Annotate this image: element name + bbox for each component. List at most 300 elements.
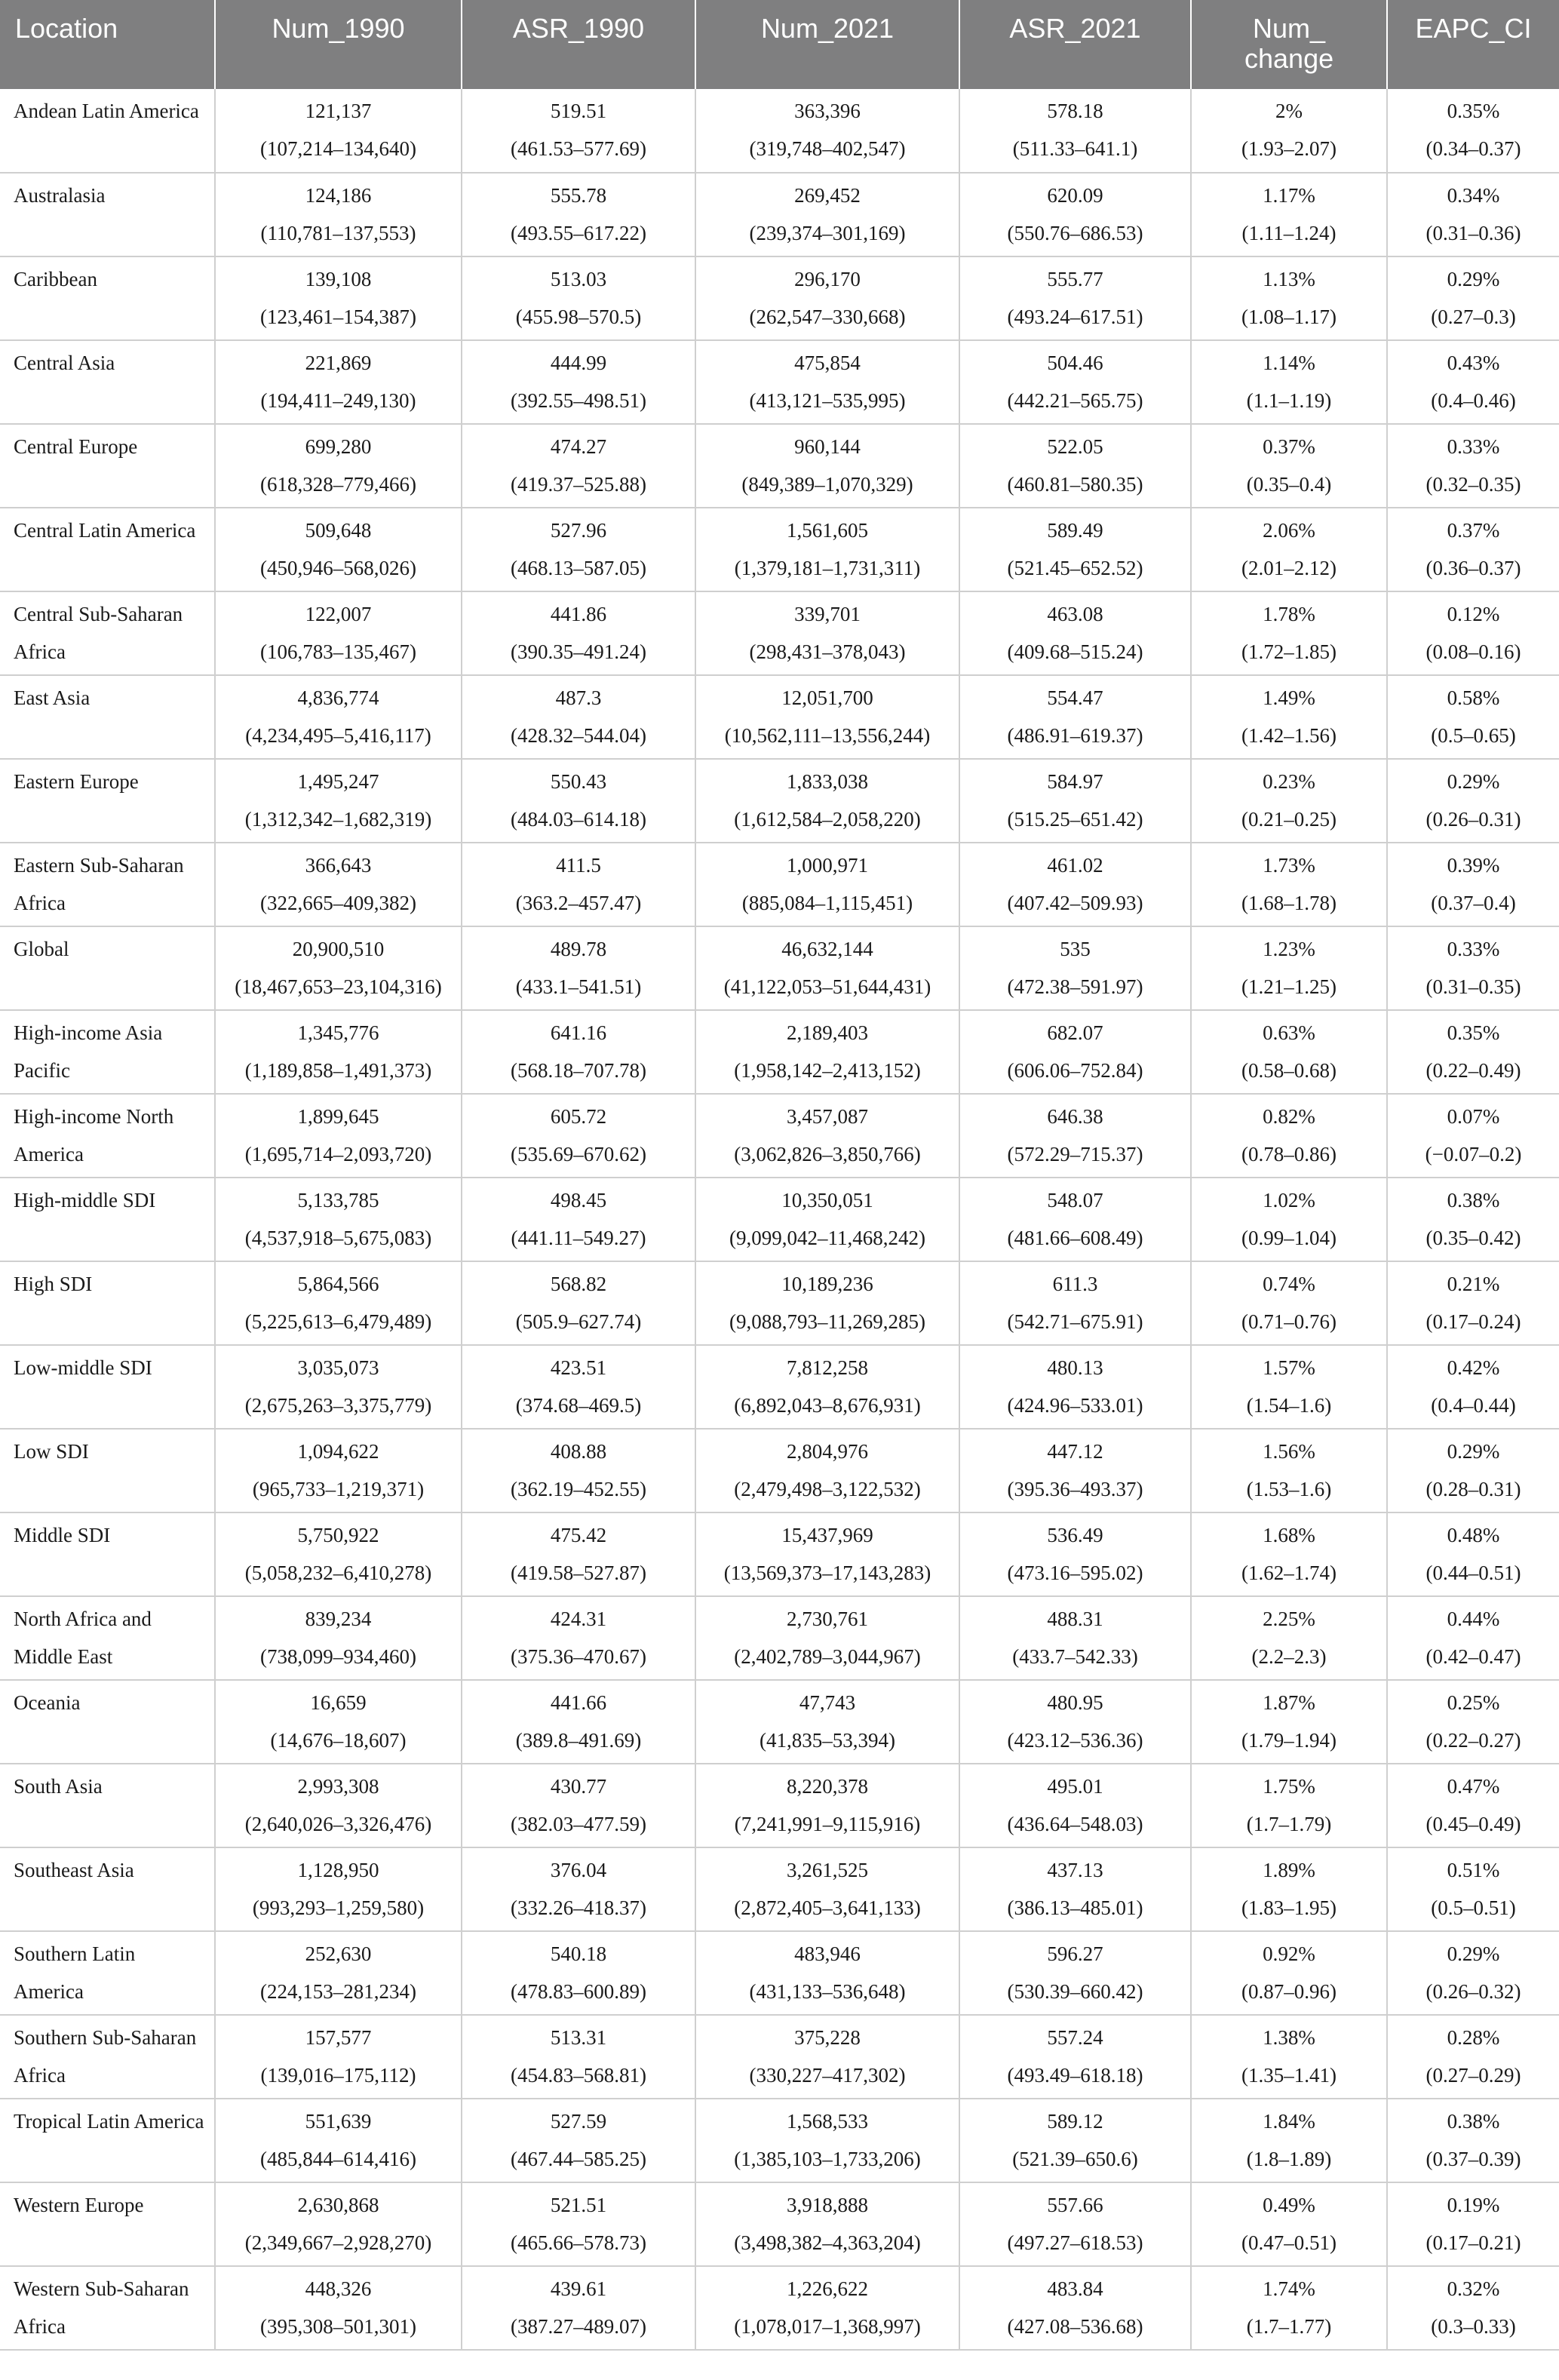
cell-eapc [1387,508,1559,591]
eapc-ci: (0.3–0.33) [1431,2315,1516,2338]
cell-eapc [1387,843,1559,926]
cell-num-1990 [215,675,462,759]
eapc-ci: (0.26–0.31) [1426,808,1521,831]
cell-num-2021 [695,2099,959,2182]
cell-asr-1990 [462,256,695,340]
cell-num-2021 [695,1512,959,1596]
cell-location [0,591,215,675]
asr-2021-value: 555.77 [1047,268,1103,290]
eapc-value: 0.29% [1447,770,1500,793]
cell-asr-2021 [959,424,1191,508]
num-1990-ci: (18,467,653–23,104,316) [235,975,442,998]
cell-num-1990 [215,1261,462,1345]
eapc-value: 0.28% [1447,2026,1500,2049]
cell-eapc [1387,1429,1559,1512]
cell-num-change [1191,340,1387,424]
asr-2021-value: 495.01 [1047,1775,1103,1798]
table-body [0,89,1559,2350]
eapc-value: 0.29% [1447,1440,1500,1463]
table-row [0,1094,1559,1178]
eapc-value: 0.44% [1447,1608,1500,1630]
asr-2021-ci: (497.27–618.53) [1007,2231,1143,2254]
eapc-ci: (0.22–0.49) [1426,1059,1521,1082]
cell-num-1990 [215,340,462,424]
eapc-ci: (0.35–0.42) [1426,1227,1521,1249]
asr-1990-ci: (461.53–577.69) [511,137,646,160]
cell-asr-2021 [959,1512,1191,1596]
eapc-ci: (0.45–0.49) [1426,1813,1521,1835]
asr-1990-value: 424.31 [550,1608,607,1630]
table-row [0,926,1559,1010]
num-2021-value: 1,833,038 [787,770,868,793]
asr-2021-ci: (521.45–652.52) [1007,557,1143,579]
eapc-value: 0.51% [1447,1859,1500,1881]
cell-asr-1990 [462,926,695,1010]
num-change-value: 1.73% [1263,854,1315,877]
table-row [0,1596,1559,1680]
cell-asr-2021 [959,1094,1191,1178]
asr-1990-value: 444.99 [550,352,607,374]
cell-num-1990 [215,1931,462,2015]
cell-eapc [1387,1680,1559,1764]
cell-eapc [1387,675,1559,759]
num-2021-ci: (330,227–417,302) [749,2064,906,2087]
location-label: High SDI [14,1273,93,1295]
num-1990-value: 121,137 [305,100,372,122]
num-2021-ci: (262,547–330,668) [749,306,906,328]
eapc-value: 0.25% [1447,1691,1500,1714]
cell-num-2021 [695,591,959,675]
asr-2021-ci: (493.49–618.18) [1007,2064,1143,2087]
num-change-ci: (1.42–1.56) [1241,724,1337,747]
num-change-value: 1.87% [1263,1691,1315,1714]
asr-1990-ci: (382.03–477.59) [511,1813,646,1835]
num-change-ci: (1.21–1.25) [1241,975,1337,998]
eapc-ci: (0.37–0.4) [1431,892,1516,914]
cell-num-2021 [695,1680,959,1764]
eapc-ci: (−0.07–0.2) [1425,1143,1522,1165]
cell-num-change [1191,2015,1387,2099]
cell-num-2021 [695,1847,959,1931]
num-2021-ci: (1,958,142–2,413,152) [734,1059,921,1082]
num-1990-value: 16,659 [310,1691,367,1714]
num-2021-ci: (9,088,793–11,269,285) [729,1310,925,1333]
cell-eapc [1387,340,1559,424]
cell-location [0,89,215,173]
num-2021-ci: (319,748–402,547) [749,137,906,160]
asr-1990-ci: (484.03–614.18) [511,808,646,831]
asr-1990-value: 489.78 [550,938,607,960]
cell-asr-1990 [462,1596,695,1680]
num-2021-value: 8,220,378 [787,1775,868,1798]
cell-num-1990 [215,843,462,926]
asr-2021-ci: (460.81–580.35) [1007,473,1143,496]
cell-eapc [1387,256,1559,340]
num-change-value: 2.25% [1263,1608,1315,1630]
asr-1990-value: 441.86 [550,603,607,625]
cell-asr-2021 [959,2182,1191,2266]
cell-location [0,843,215,926]
eapc-ci: (0.5–0.65) [1431,724,1516,747]
num-change-ci: (0.87–0.96) [1241,1980,1337,2003]
num-1990-ci: (5,058,232–6,410,278) [244,1562,432,1584]
num-2021-ci: (298,431–378,043) [749,640,906,663]
table-row [0,1847,1559,1931]
num-change-value: 1.38% [1263,2026,1315,2049]
num-change-value: 2% [1275,100,1303,122]
asr-2021-ci: (515.25–651.42) [1007,808,1143,831]
asr-1990-ci: (419.58–527.87) [511,1562,646,1584]
num-1990-value: 1,495,247 [297,770,379,793]
asr-2021-ci: (572.29–715.37) [1007,1143,1143,1165]
asr-1990-ci: (392.55–498.51) [511,389,646,412]
cell-num-1990 [215,1345,462,1429]
asr-1990-ci: (505.9–627.74) [515,1310,642,1333]
num-1990-value: 20,900,510 [292,938,385,960]
cell-asr-1990 [462,1010,695,1094]
num-2021-value: 269,452 [794,184,861,207]
num-change-value: 0.37% [1263,435,1315,458]
cell-num-1990 [215,1596,462,1680]
asr-2021-value: 578.18 [1047,100,1103,122]
cell-location [0,173,215,256]
num-1990-ci: (224,153–281,234) [260,1980,416,2003]
cell-num-change [1191,173,1387,256]
num-1990-ci: (1,312,342–1,682,319) [244,808,432,831]
table-row [0,508,1559,591]
cell-location [0,1345,215,1429]
asr-2021-ci: (542.71–675.91) [1007,1310,1143,1333]
cell-num-change [1191,1010,1387,1094]
cell-eapc [1387,424,1559,508]
cell-asr-1990 [462,1178,695,1261]
num-2021-value: 3,918,888 [787,2194,868,2216]
asr-2021-value: 536.49 [1047,1524,1103,1546]
cell-asr-2021 [959,89,1191,173]
column-header-num-2021: Num_2021 [695,0,959,89]
cell-asr-1990 [462,1345,695,1429]
num-change-value: 1.68% [1263,1524,1315,1546]
num-change-value: 1.75% [1263,1775,1315,1798]
cell-asr-2021 [959,1847,1191,1931]
num-2021-value: 475,854 [794,352,861,374]
num-2021-ci: (7,241,991–9,115,916) [734,1813,921,1835]
table-row [0,2099,1559,2182]
num-2021-ci: (2,479,498–3,122,532) [734,1478,921,1500]
cell-num-1990 [215,759,462,843]
cell-asr-2021 [959,843,1191,926]
cell-num-1990 [215,2182,462,2266]
num-1990-ci: (322,665–409,382) [260,892,416,914]
eapc-ci: (0.32–0.35) [1426,473,1521,496]
num-1990-value: 1,899,645 [297,1105,379,1128]
asr-2021-value: 463.08 [1047,603,1103,625]
num-1990-ci: (965,733–1,219,371) [252,1478,425,1500]
cell-asr-1990 [462,2015,695,2099]
asr-2021-ci: (427.08–536.68) [1007,2315,1143,2338]
num-change-value: 1.84% [1263,2110,1315,2133]
cell-asr-2021 [959,1178,1191,1261]
num-change-value: 0.63% [1263,1021,1315,1044]
num-2021-ci: (849,389–1,070,329) [741,473,913,496]
num-change-ci: (0.35–0.4) [1246,473,1332,496]
cell-location [0,1010,215,1094]
num-1990-value: 839,234 [305,1608,372,1630]
eapc-value: 0.07% [1447,1105,1500,1128]
num-2021-value: 3,457,087 [787,1105,868,1128]
cell-num-1990 [215,2015,462,2099]
asr-1990-value: 519.51 [550,100,607,122]
cell-location [0,2099,215,2182]
num-change-value: 1.13% [1263,268,1315,290]
cell-location [0,675,215,759]
num-2021-value: 7,812,258 [787,1356,868,1379]
asr-1990-ci: (467.44–585.25) [511,2148,646,2170]
asr-2021-ci: (493.24–617.51) [1007,306,1143,328]
column-header-num-change: Num_ change [1191,0,1387,89]
num-1990-value: 3,035,073 [297,1356,379,1379]
asr-2021-ci: (424.96–533.01) [1007,1394,1143,1417]
table-row [0,173,1559,256]
location-label: High-income North America [14,1105,174,1165]
asr-1990-ci: (362.19–452.55) [511,1478,646,1500]
num-2021-ci: (3,062,826–3,850,766) [734,1143,921,1165]
cell-eapc [1387,1178,1559,1261]
cell-location [0,256,215,340]
num-change-ci: (1.72–1.85) [1241,640,1337,663]
cell-asr-2021 [959,256,1191,340]
num-2021-value: 1,000,971 [787,854,868,877]
num-2021-value: 296,170 [794,268,861,290]
cell-eapc [1387,1010,1559,1094]
num-change-value: 0.92% [1263,1942,1315,1965]
cell-location [0,1680,215,1764]
table-row [0,1680,1559,1764]
cell-asr-1990 [462,675,695,759]
cell-asr-2021 [959,1764,1191,1847]
asr-1990-value: 430.77 [550,1775,607,1798]
num-change-ci: (2.2–2.3) [1251,1645,1327,1668]
num-change-value: 0.74% [1263,1273,1315,1295]
asr-2021-value: 483.84 [1047,2277,1103,2300]
asr-2021-value: 480.95 [1047,1691,1103,1714]
eapc-value: 0.48% [1447,1524,1500,1546]
num-2021-ci: (41,122,053–51,644,431) [723,975,931,998]
cell-asr-1990 [462,2266,695,2350]
asr-1990-value: 439.61 [550,2277,607,2300]
cell-asr-1990 [462,1680,695,1764]
num-2021-ci: (2,402,789–3,044,967) [734,1645,921,1668]
asr-2021-value: 620.09 [1047,184,1103,207]
num-1990-value: 551,639 [305,2110,372,2133]
cell-num-2021 [695,508,959,591]
eapc-ci: (0.36–0.37) [1426,557,1521,579]
asr-2021-ci: (442.21–565.75) [1007,389,1143,412]
num-2021-value: 483,946 [794,1942,861,1965]
cell-num-2021 [695,1010,959,1094]
num-change-ci: (1.11–1.24) [1241,222,1337,244]
num-2021-ci: (431,133–536,648) [749,1980,906,2003]
cell-asr-2021 [959,173,1191,256]
table-header [0,0,1559,89]
cell-num-change [1191,1345,1387,1429]
location-label: Western Sub-Saharan Africa [14,2277,189,2338]
cell-location [0,1847,215,1931]
cell-eapc [1387,1847,1559,1931]
asr-1990-ci: (468.13–587.05) [511,557,646,579]
cell-location [0,2266,215,2350]
asr-2021-ci: (511.33–641.1) [1012,137,1138,160]
asr-1990-value: 568.82 [550,1273,607,1295]
eapc-ci: (0.37–0.39) [1426,2148,1521,2170]
cell-num-2021 [695,675,959,759]
num-1990-value: 4,836,774 [297,686,379,709]
asr-1990-value: 498.45 [550,1189,607,1211]
cell-location [0,1596,215,1680]
cell-num-change [1191,1680,1387,1764]
column-header-asr-1990: ASR_1990 [462,0,695,89]
num-1990-value: 448,326 [305,2277,372,2300]
cell-location [0,926,215,1010]
asr-2021-ci: (481.66–608.49) [1007,1227,1143,1249]
num-1990-value: 124,186 [305,184,372,207]
cell-num-change [1191,926,1387,1010]
num-2021-value: 363,396 [794,100,861,122]
asr-2021-value: 522.05 [1047,435,1103,458]
cell-num-change [1191,1931,1387,2015]
num-change-ci: (1.1–1.19) [1246,389,1332,412]
num-1990-ci: (738,099–934,460) [260,1645,416,1668]
eapc-value: 0.12% [1447,603,1500,625]
asr-1990-ci: (441.11–549.27) [511,1227,646,1249]
num-change-value: 1.17% [1263,184,1315,207]
cell-asr-2021 [959,1345,1191,1429]
cell-num-change [1191,256,1387,340]
num-2021-ci: (413,121–535,995) [749,389,906,412]
location-label: Tropical Latin America [14,2110,204,2133]
num-1990-ci: (2,640,026–3,326,476) [244,1813,432,1835]
cell-num-change [1191,424,1387,508]
location-label: Central Asia [14,352,115,374]
num-1990-value: 2,993,308 [297,1775,379,1798]
cell-asr-2021 [959,1429,1191,1512]
asr-2021-ci: (530.39–660.42) [1007,1980,1143,2003]
cell-num-change [1191,1429,1387,1512]
num-change-value: 0.82% [1263,1105,1315,1128]
num-1990-ci: (1,189,858–1,491,373) [244,1059,432,1082]
cell-asr-1990 [462,1512,695,1596]
num-change-ci: (1.8–1.89) [1246,2148,1332,2170]
num-1990-value: 1,094,622 [297,1440,379,1463]
table-row [0,1764,1559,1847]
cell-location [0,508,215,591]
num-2021-value: 47,743 [799,1691,856,1714]
asr-2021-value: 437.13 [1047,1859,1103,1881]
num-2021-value: 1,568,533 [787,2110,868,2133]
cell-num-change [1191,1847,1387,1931]
num-change-ci: (1.08–1.17) [1241,306,1337,328]
eapc-ci: (0.26–0.32) [1426,1980,1521,2003]
eapc-ci: (0.5–0.51) [1431,1896,1516,1919]
cell-num-2021 [695,1764,959,1847]
num-2021-value: 3,261,525 [787,1859,868,1881]
cell-num-1990 [215,508,462,591]
asr-2021-value: 589.49 [1047,519,1103,542]
eapc-ci: (0.34–0.37) [1426,137,1521,160]
num-change-ci: (1.53–1.6) [1246,1478,1332,1500]
num-2021-ci: (6,892,043–8,676,931) [734,1394,921,1417]
num-2021-ci: (885,084–1,115,451) [741,892,913,914]
num-1990-ci: (1,695,714–2,093,720) [244,1143,432,1165]
location-label: Global [14,938,69,960]
asr-2021-ci: (473.16–595.02) [1007,1562,1143,1584]
eapc-ci: (0.17–0.24) [1426,1310,1521,1333]
table-row [0,1261,1559,1345]
eapc-value: 0.33% [1447,435,1500,458]
asr-1990-value: 474.27 [550,435,607,458]
cell-asr-2021 [959,508,1191,591]
eapc-value: 0.38% [1447,2110,1500,2133]
num-1990-ci: (107,214–134,640) [260,137,416,160]
asr-1990-value: 475.42 [550,1524,607,1546]
asr-1990-ci: (454.83–568.81) [511,2064,646,2087]
asr-1990-value: 513.31 [550,2026,607,2049]
eapc-ci: (0.17–0.21) [1426,2231,1521,2254]
asr-1990-ci: (363.2–457.47) [515,892,642,914]
asr-1990-ci: (493.55–617.22) [511,222,646,244]
cell-num-1990 [215,1178,462,1261]
cell-num-2021 [695,2015,959,2099]
asr-1990-ci: (478.83–600.89) [511,1980,646,2003]
cell-num-2021 [695,340,959,424]
cell-eapc [1387,926,1559,1010]
asr-2021-value: 535 [1060,938,1091,960]
num-change-ci: (2.01–2.12) [1241,557,1337,579]
asr-2021-value: 447.12 [1047,1440,1103,1463]
num-1990-value: 509,648 [305,519,372,542]
location-label: North Africa and Middle East [14,1608,152,1668]
asr-1990-value: 408.88 [550,1440,607,1463]
table-row [0,340,1559,424]
cell-num-1990 [215,1010,462,1094]
cell-asr-2021 [959,926,1191,1010]
num-2021-ci: (13,569,373–17,143,283) [723,1562,931,1584]
cell-location [0,1178,215,1261]
num-1990-ci: (139,016–175,112) [260,2064,416,2087]
cell-asr-1990 [462,1847,695,1931]
cell-asr-1990 [462,1261,695,1345]
location-label: Low SDI [14,1440,89,1463]
num-2021-ci: (41,835–53,394) [760,1729,895,1752]
cell-asr-2021 [959,2266,1191,2350]
eapc-ci: (0.22–0.27) [1426,1729,1521,1752]
location-label: Andean Latin America [14,100,199,122]
num-2021-ci: (1,379,181–1,731,311) [734,557,921,579]
cell-asr-1990 [462,173,695,256]
eapc-value: 0.32% [1447,2277,1500,2300]
cell-asr-1990 [462,2099,695,2182]
num-1990-ci: (2,349,667–2,928,270) [244,2231,432,2254]
num-change-value: 1.74% [1263,2277,1315,2300]
num-change-ci: (0.99–1.04) [1241,1227,1337,1249]
location-label: Eastern Sub-Saharan Africa [14,854,184,914]
asr-2021-ci: (486.91–619.37) [1007,724,1143,747]
cell-num-1990 [215,1847,462,1931]
num-1990-value: 1,128,950 [297,1859,379,1881]
asr-2021-value: 584.97 [1047,770,1103,793]
cell-num-change [1191,1261,1387,1345]
cell-num-1990 [215,2099,462,2182]
